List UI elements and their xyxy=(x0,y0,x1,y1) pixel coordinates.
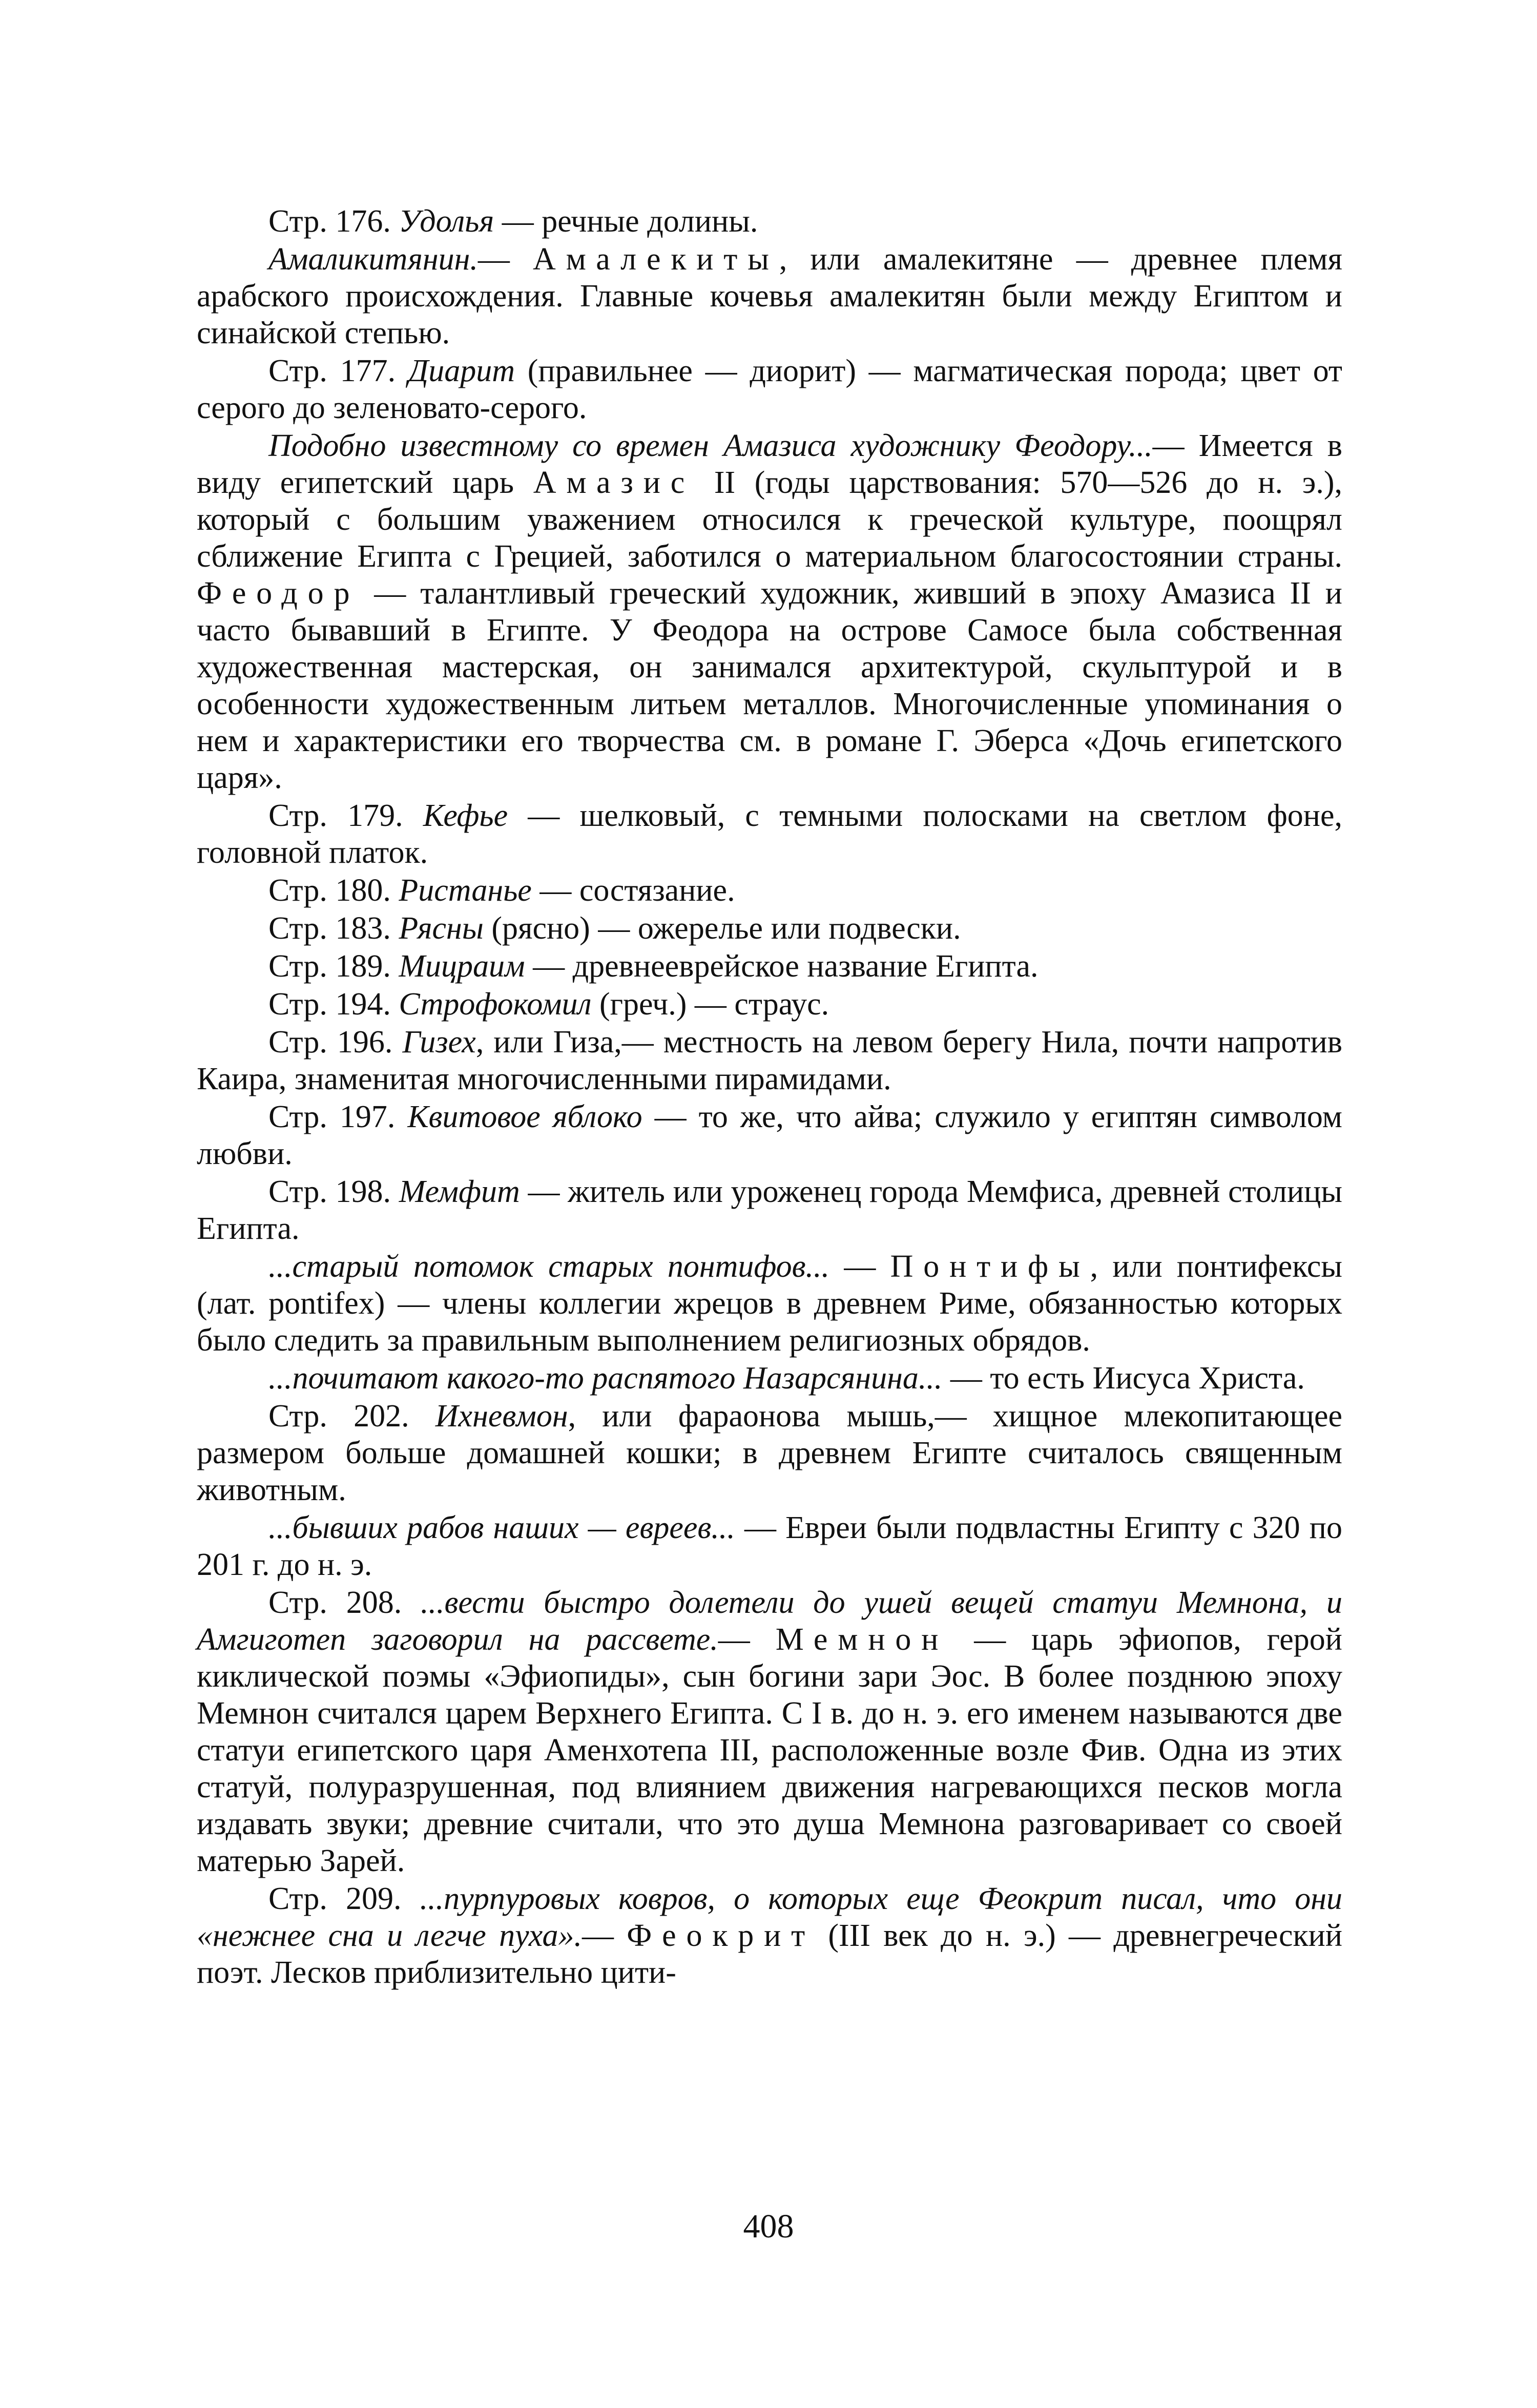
note-paragraph xyxy=(197,352,1342,426)
spaced-name: Амалекиты xyxy=(533,242,779,277)
italic-term: Квитовое яблоко xyxy=(407,1099,642,1134)
note-text: Стр. 176. xyxy=(268,204,399,239)
italic-term: Гизех xyxy=(402,1025,476,1060)
note-text: — речные долины. xyxy=(494,204,758,239)
note-text: Стр. 179. xyxy=(268,798,423,833)
note-paragraph xyxy=(197,427,1342,796)
note-text: — то есть Иисуса Христа. xyxy=(942,1361,1305,1396)
italic-term: Диарит xyxy=(408,354,515,388)
note-text: Стр. 197. xyxy=(268,1099,408,1134)
note-text: — Имеется в виду египетский царь xyxy=(197,428,1343,500)
note-text: , или Гиза,— местность на левом берегу Нила, почти напротив Каира, знаменитая многочисленными пирамидами. xyxy=(197,1025,1343,1096)
note-paragraph xyxy=(197,1173,1342,1247)
note-text: Стр. 177. xyxy=(268,354,408,388)
note-text: — царь эфиопов, герой киклической поэмы «Эфиопиды», сын богини зари Эос. В более позднюю эпоху Мемнон считался царем Верхнего Египта. С I в. до н. э. его именем называются две статуи египетского царя Аменхотепа III, расположенные возле Фив. Одна из этих статуй, полуразрушенная, под влиянием движения нагревающихся песков могла издавать звуки; древние считали, что это душа Мемнона разговаривает со своей матерью Зарей. xyxy=(197,1622,1342,1878)
note-paragraph xyxy=(197,1098,1342,1172)
note-text: Стр. 180. xyxy=(268,873,399,908)
spaced-name: Понтифы xyxy=(890,1249,1090,1284)
spaced-name: Мемнон xyxy=(775,1622,949,1657)
spaced-name: Амазис xyxy=(533,465,695,500)
note-paragraph xyxy=(197,986,1342,1023)
note-text: — Евреи были подвластны Египту с 320 по 201 г. до н. э. xyxy=(197,1510,1342,1582)
note-text: Стр. 196. xyxy=(268,1025,403,1060)
italic-term: Мицраим xyxy=(399,949,525,984)
note-text: — состязание. xyxy=(531,873,735,908)
italic-term: Амаликитянин. xyxy=(268,242,478,277)
note-paragraph xyxy=(197,872,1342,909)
note-paragraph xyxy=(197,1398,1342,1508)
note-text: Стр. 208. xyxy=(268,1585,421,1620)
note-paragraph xyxy=(197,1509,1342,1583)
page-number: 408 xyxy=(743,2208,794,2245)
note-text: — xyxy=(581,1918,627,1953)
note-text: (III век до н. э.) — древнегреческий поэт. Лесков приблизительно цити- xyxy=(197,1918,1343,1990)
note-paragraph xyxy=(197,1880,1342,1991)
note-paragraph xyxy=(197,1584,1342,1879)
italic-term: ...пурпуровых ковров, о которых еще Феокрит писал, что они «нежнее сна и легче пуха». xyxy=(197,1881,1343,1953)
note-text: — xyxy=(477,242,533,277)
note-text: — древнееврейское название Египта. xyxy=(525,949,1038,984)
note-text: Стр. 194. xyxy=(268,987,399,1022)
note-text: Стр. 209. xyxy=(268,1881,420,1916)
note-text: , или понтифексы (лат. pontifex) — члены коллегии жрецов в древнем Риме, обязанностью которых было следить за правильным выполнением религиозных обрядов. xyxy=(197,1249,1343,1358)
italic-term: Строфокомил xyxy=(399,987,592,1022)
note-paragraph xyxy=(197,203,1342,240)
note-paragraph xyxy=(197,948,1342,985)
note-text: (правильнее — диорит) — магматическая порода; цвет от серого до зеленовато-серого. xyxy=(197,354,1343,425)
italic-term: ...вести быстро долетели до ушей вещей статуи Мемнона, и Амгиготеп заговорил на рассвете. xyxy=(197,1585,1342,1657)
note-paragraph xyxy=(197,1248,1342,1359)
italic-term: Кефье xyxy=(423,798,508,833)
note-paragraph xyxy=(197,1024,1342,1097)
note-paragraph xyxy=(197,797,1342,871)
spaced-name: Феокрит xyxy=(627,1918,816,1953)
spaced-name: Феодор xyxy=(197,576,360,611)
note-paragraph xyxy=(197,1360,1342,1397)
note-text: Стр. 202. xyxy=(268,1399,435,1434)
note-text: — xyxy=(718,1622,776,1657)
note-text: — то же, что айва; служило у египтян символом любви. xyxy=(197,1099,1342,1171)
italic-term: ...старый потомок старых понтифов... xyxy=(268,1249,830,1284)
note-text: — житель или уроженец города Мемфиса, древней столицы Египта. xyxy=(197,1174,1342,1246)
note-text: — талантливый греческий художник, живший в эпоху Амазиса II и часто бывавший в Египте. У Феодора на острове Самосе была собственная художественная мастерская, он занимался архитектурой, скульптурой и в особенности художественным литьем металлов. Многочисленные упоминания о нем и характеристики его творчества см. в романе Г. Эберса «Дочь египетского царя». xyxy=(197,576,1342,795)
note-text: , или амалекитяне — древнее племя арабского происхождения. Главные кочевья амалекитян были между Египтом и синайской степью. xyxy=(197,242,1342,350)
italic-term: Рясны xyxy=(399,911,484,946)
italic-term: Удолья xyxy=(399,204,494,239)
note-text: (греч.) — страус. xyxy=(591,987,829,1022)
note-text: — шелковый, с темными полосками на светлом фоне, головной платок. xyxy=(197,798,1342,870)
italic-term: ...бывших рабов наших — евреев... xyxy=(268,1510,735,1545)
commentary-text xyxy=(197,203,1342,1991)
note-text: Стр. 183. xyxy=(268,911,399,946)
note-text: , или фараонова мышь,— хищное млекопитающее размером больше домашней кошки; в древнем Египте считалось священным животным. xyxy=(197,1399,1342,1507)
note-text: (рясно) — ожерелье или подвески. xyxy=(483,911,961,946)
italic-term: Ристанье xyxy=(399,873,532,908)
note-paragraph xyxy=(197,910,1342,947)
note-text: — xyxy=(829,1249,890,1284)
note-text: Стр. 189. xyxy=(268,949,399,984)
note-paragraph xyxy=(197,241,1342,351)
italic-term: ...почитают какого-то распятого Назарсянина... xyxy=(268,1361,943,1396)
italic-term: Мемфит xyxy=(399,1174,520,1209)
italic-term: Подобно известному со времен Амазиса художнику Феодору... xyxy=(268,428,1153,463)
note-text: II (годы царствования: 570—526 до н. э.), который с большим уважением относился к греческой культуре, поощрял сближение Египта с Грецией, заботился о материальном благосостоянии страны. xyxy=(197,465,1342,574)
italic-term: Ихневмон xyxy=(435,1399,568,1434)
note-text: Стр. 198. xyxy=(268,1174,399,1209)
